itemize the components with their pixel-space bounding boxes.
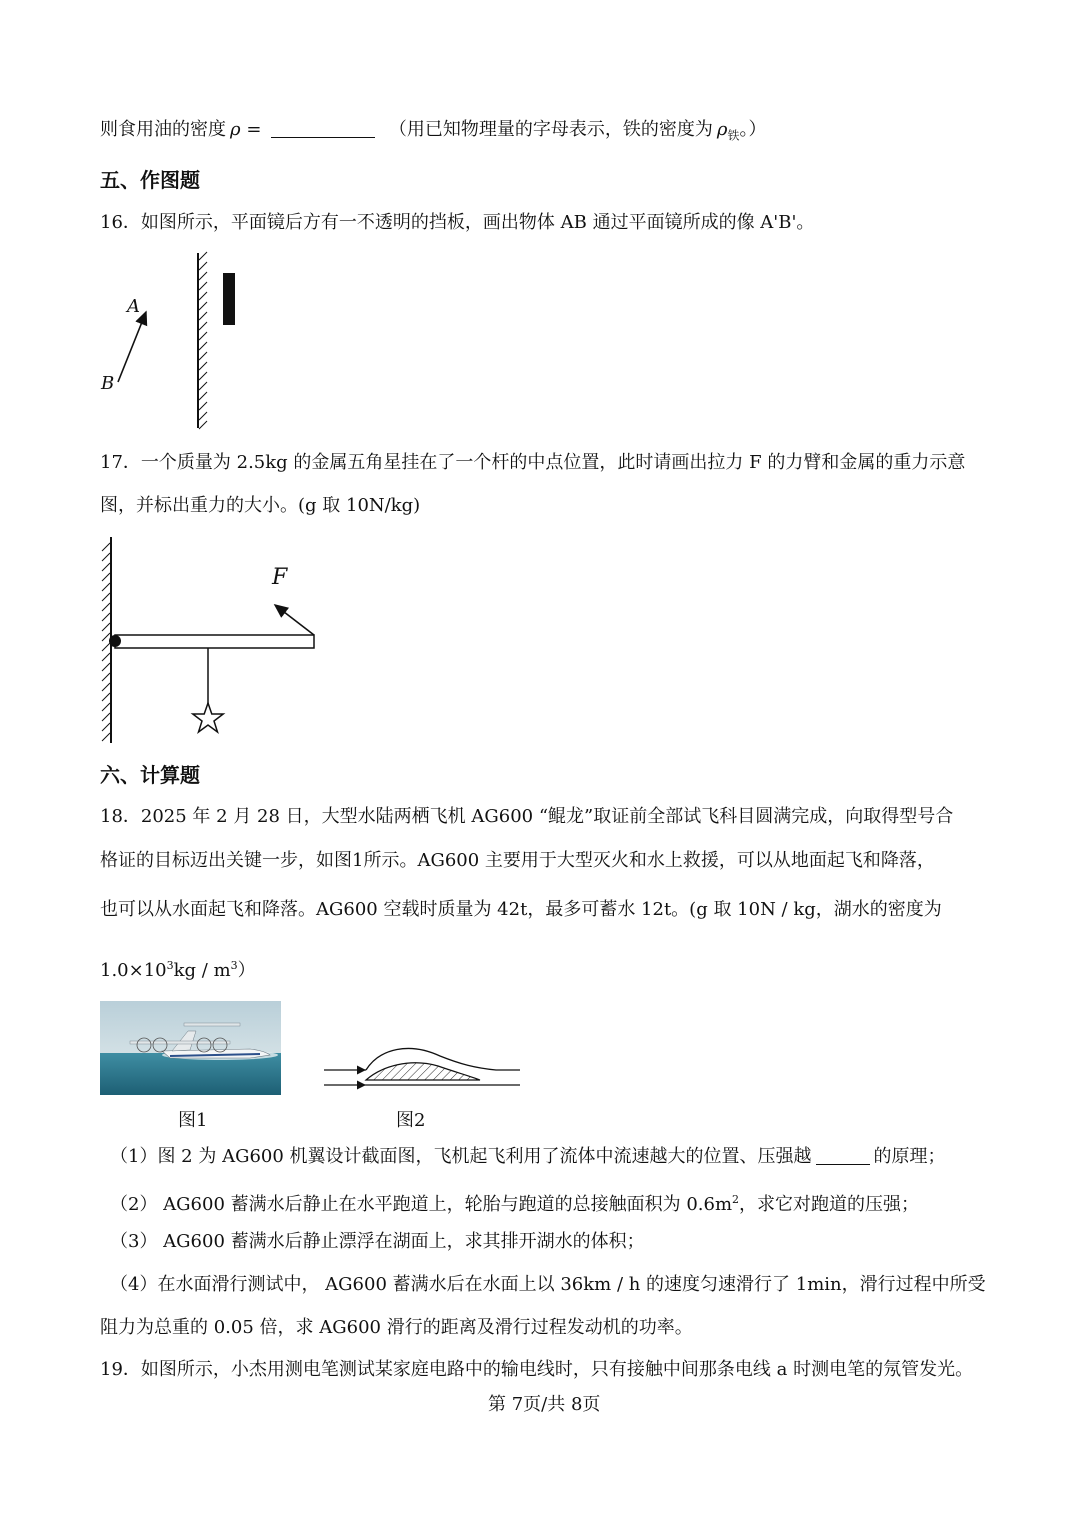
q15-ending-line [100, 118, 767, 148]
rho-iron-symbol: ρ [716, 119, 728, 140]
fig2-caption: 图2 [396, 1110, 426, 1131]
q18-part3: （3） AG600 蓄满水后静止漂浮在湖面上，求其排开湖水的体积； [110, 1231, 645, 1252]
section-5-heading: 五、作图题 [100, 168, 200, 192]
equals-sign: = [246, 119, 262, 140]
object-ab-arrow [118, 312, 146, 382]
page-footer: 第 7页/共 8页 [488, 1394, 601, 1415]
label-a: A [127, 296, 140, 317]
wall-hatch [102, 543, 110, 741]
part1-blank [816, 1146, 870, 1165]
q18-line4 [100, 954, 256, 983]
part2-end: ，求它对跑道的压强； [739, 1194, 920, 1215]
q18-line2: 格证的目标迈出关键一步，如图1所示。AG600 主要用于大型灭火和水上救援，可以从地面起飞和降落， [100, 850, 935, 871]
part2-text: （2） AG600 蓄满水后静止在水平跑道上，轮胎与跑道的总接触面积为 0.6m [110, 1194, 733, 1215]
q15-end: 。） [739, 119, 767, 140]
opaque-board [223, 273, 235, 325]
density-value: 1.0×10 [100, 960, 167, 981]
q19-line1: 19．如图所示，小杰用测电笔测试某家庭电路中的输电线时，只有接触中间那条电线 a 时测电笔的氖管发光。 [100, 1359, 974, 1380]
lever-rod [115, 635, 314, 648]
answer-blank [271, 119, 375, 138]
q18-part2 [110, 1188, 919, 1217]
iron-subscript: 铁 [727, 128, 740, 143]
q15-hint: （用已知物理量的字母表示，铁的密度为 [388, 119, 713, 140]
force-f-arrow [275, 605, 314, 635]
rho-symbol: ρ [230, 119, 241, 140]
q15-prefix: 则食用油的密度 [100, 119, 226, 140]
q18-part4-line2: 阻力为总重的 0.05 倍，求 AG600 滑行的距离及滑行过程发动机的功率。 [100, 1317, 693, 1338]
q16-mirror-figure [90, 248, 260, 433]
mirror-hatch [199, 252, 207, 429]
q16-text: 16．如图所示，平面镜后方有一不透明的挡板，画出物体 AB 通过平面镜所成的像 A'B'。 [100, 212, 815, 233]
metal-star [193, 703, 223, 732]
section-6-heading: 六、计算题 [100, 763, 200, 787]
part1-end: 的原理； [873, 1146, 946, 1167]
density-unit: kg / m [173, 960, 231, 981]
label-f: F [272, 565, 288, 590]
part1-text: （1）图 2 为 AG600 机翼设计截面图，飞机起飞利用了流体中流速越大的位置、压强越 [110, 1146, 812, 1167]
q18-line3: 也可以从水面起飞和降落。AG600 空载时质量为 42t，最多可蓄水 12t。(g 取 10N / kg，湖水的密度为 [100, 899, 942, 920]
density-close: ） [237, 960, 256, 981]
density-unit-exponent: 3 [230, 959, 238, 972]
q17-line1: 17．一个质量为 2.5kg 的金属五角星挂在了一个杆的中点位置，此时请画出拉力 F 的力臂和金属的重力示意 [100, 452, 966, 473]
ag600-photo [100, 1001, 281, 1095]
q17-line2: 图，并标出重力的大小。(g 取 10N/kg) [100, 495, 421, 516]
q17-lever-figure [95, 533, 335, 748]
pivot-point [109, 635, 121, 647]
wing-airfoil [366, 1063, 480, 1080]
label-b: B [101, 373, 115, 394]
q18-line1: 18．2025 年 2 月 28 日，大型水陆两栖飞机 AG600 “鲲龙”取证前全部试飞科目圆满完成，向取得型号合 [100, 806, 954, 827]
fig1-caption: 图1 [178, 1110, 208, 1131]
q18-part4-line1: （4）在水面滑行测试中， AG600 蓄满水后在水面上以 36km / h 的速度匀速滑行了 1min，滑行过程中所受 [110, 1274, 986, 1295]
area-exponent: 2 [732, 1193, 740, 1206]
wing-section-figure [320, 1040, 525, 1096]
density-exponent: 3 [166, 959, 174, 972]
q18-part1 [110, 1145, 946, 1169]
